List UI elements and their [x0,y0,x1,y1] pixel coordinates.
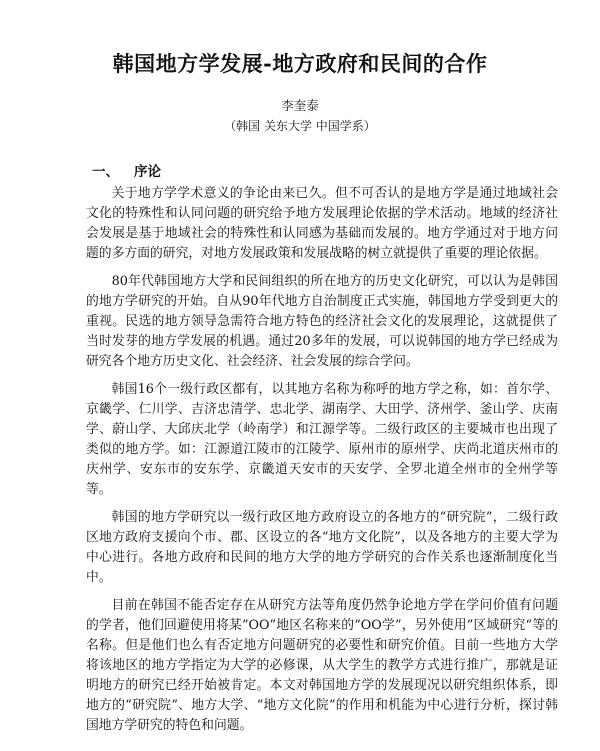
section-title: 序论 [134,164,161,180]
paragraph: 目前在韩国不能否定存在从研究方法等角度仍然争论地方学在学问价值有问题的学者，他们回避使用将某”OO”地区名称来的“OO学”，另外使用”区域研究“等的名称。但是他们也么有否定地方问题研究的必要性和研究价值。目前一些地方大学将该地区的地方学指定为大学的必修课，从大学生的教学方式进行推广，那就是证明地方的研究已经开始被肯定。本文对韩国地方学的发展现况以研究组织体系，即地方的“研究院”、地方大学、“地方文化院”的作用和机能为中心进行分析，探讨韩国地方学研究的特色和问题。 [86,598,558,733]
paragraph: 关于地方学学术意义的争论由来已久。但不可否认的是地方学是通过地域社会文化的特殊性和认同问题的研究给予地方发展理论依据的学术活动。地域的经济社会发展是基于地域社会的特殊性和认同感为基础而发展的。地方学通过对于地方问题的多方面的研究，对地方发展政策和发展战略的树立就提供了重要的理论依据。 [86,186,558,261]
document-title: 韩国地方学发展-地方政府和民间的合作 [112,51,488,76]
paragraph: 韩国16个一级行政区都有，以其地方名称为称呼的地方学之称，如：首尔学、京畿学、仁川学、吉济忠清学、忠北学、湖南学、大田学、济州学、釜山学、庆南学、蔚山学、大邱庆北学（岭南学）和江源学等。二级行政区的主要城市也出现了类似的地方学。如：江源道江陵市的江陵学、原州市的原州学、庆尚北道庆州市的庆州学、安东市的安东学、京畿道天安市的天安学、全罗北道全州市的全州学等等。 [86,382,558,497]
body-text [86,184,558,744]
author-name: 李奎泰 [281,98,319,113]
paragraph: 80年代韩国地方大学和民间组织的所在地方的历史文化研究，可以认为是韩国的地方学研究的开始。自从90年代地方自治制度正式实施，韩国地方学受到更大的重视。民选的地方领导急需符合地方特色的经济社会文化的发展理论，这就提供了当时发芽的地方学发展的机遇。通过20多年的发展，可以说韩国的地方学已经成为研究各个地方历史文化、社会经济、社会发展的综合学问。 [86,274,558,369]
section-heading [92,160,161,180]
section-number: 一、 [92,164,119,180]
author-affiliation: （韩国 关东大学 中国学系） [224,119,376,133]
paragraph: 韩国的地方学研究以一级行政区地方政府设立的各地方的“研究院”，二级行政区地方政府支援向个市、郡、区设立的各“地方文化院”，以及各地方的主要大学为中心进行。各地方政府和民间的地方大学的地方学研究的合作关系也逐渐制度化当中。 [86,510,558,585]
